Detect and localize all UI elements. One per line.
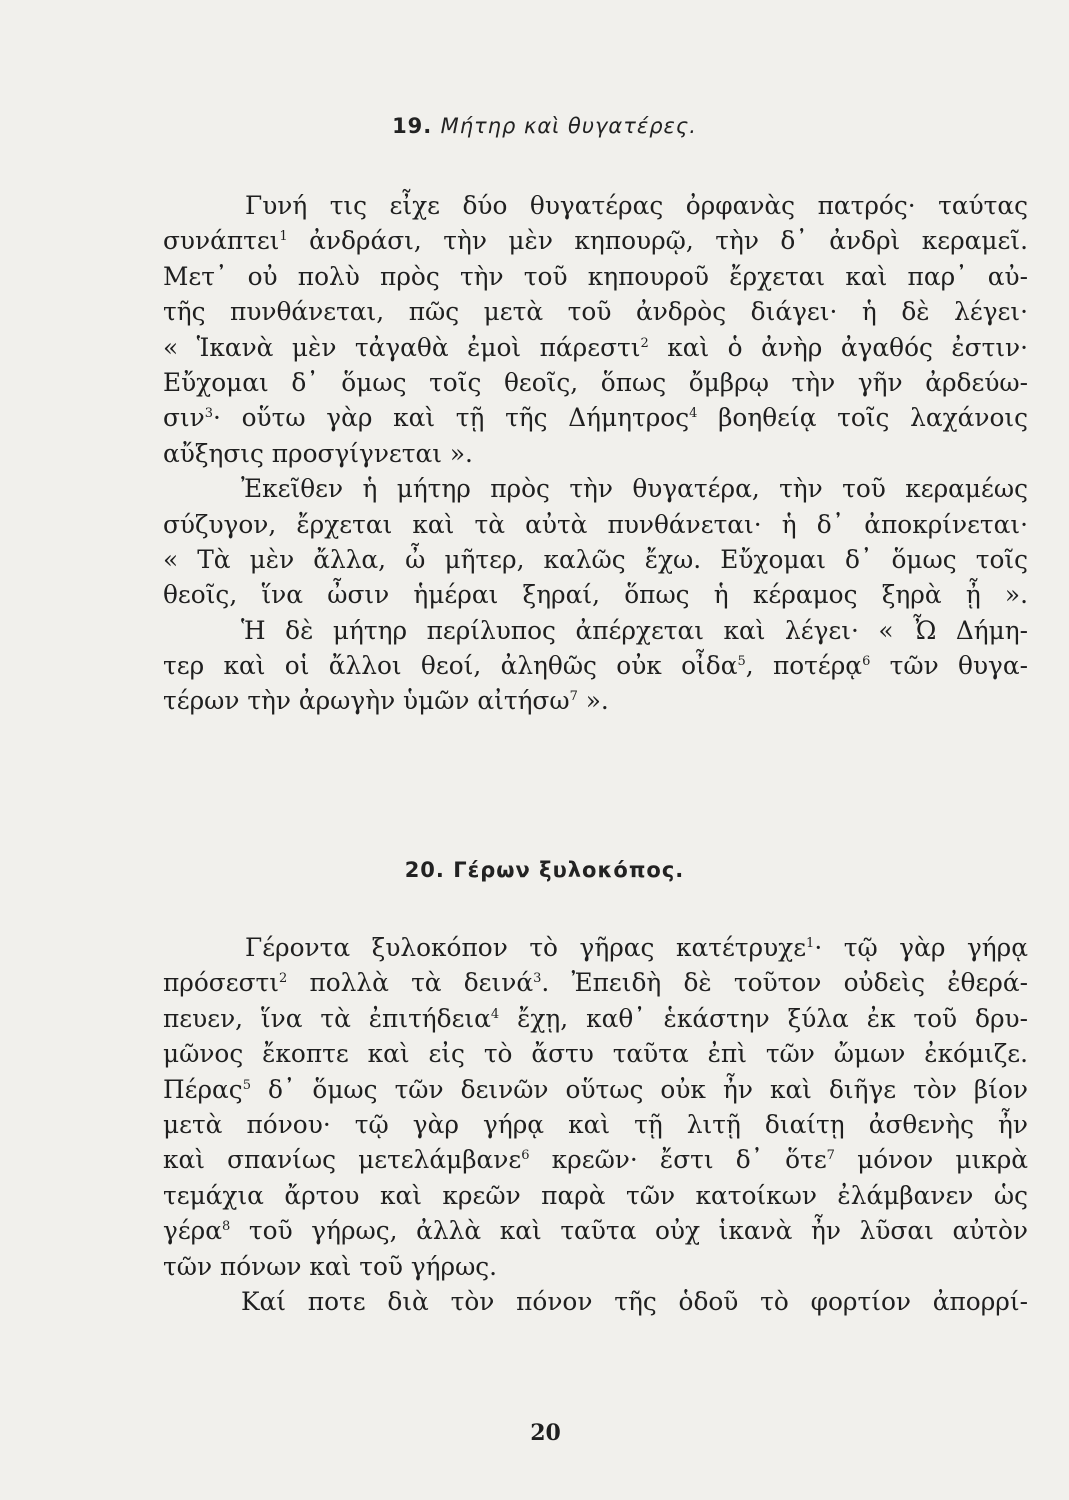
line-text: καὶ σπανίως μετελάμβανε — [163, 1145, 522, 1175]
line-text: Μετ᾿ οὐ πολὺ πρὸς τὴν τοῦ κηπουροῦ ἔρχεται καὶ παρ᾿ αὐ- — [163, 261, 1028, 291]
text-line — [163, 613, 1028, 648]
line-text: Καί ποτε διὰ τὸν πόνον τῆς ὁδοῦ τὸ φορτίον ἀπορρί- — [241, 1286, 1028, 1316]
line-text: σιν — [163, 403, 205, 433]
text-line — [163, 436, 1028, 471]
section-20-text — [163, 930, 1028, 1319]
line-text: Ἡ δὲ μήτηρ περίλυπος ἀπέρχεται καὶ λέγει· « Ὦ Δήμη- — [241, 615, 1028, 645]
text-line — [163, 294, 1028, 329]
text-line — [163, 1284, 1028, 1319]
footnote-marker: 7 — [826, 1148, 835, 1164]
text-line — [163, 400, 1028, 435]
footnote-marker: 5 — [737, 653, 746, 669]
text-line — [163, 1107, 1028, 1142]
line-text: ». — [577, 686, 609, 716]
section-title: Γέρων ξυλοκόπος. — [453, 858, 685, 882]
text-line — [163, 683, 1028, 718]
text-line — [163, 223, 1028, 258]
line-text: πευεν, ἵνα τὰ ἐπιτήδεια — [163, 1003, 491, 1033]
section-heading-19 — [0, 114, 1069, 138]
line-text: τῶν θυγα- — [870, 651, 1028, 681]
line-text: τῶν πόνων καὶ τοῦ γήρως. — [163, 1251, 498, 1281]
text-line — [163, 365, 1028, 400]
footnote-marker: 8 — [222, 1219, 231, 1235]
text-line — [163, 330, 1028, 365]
text-line — [163, 1213, 1028, 1248]
line-text: σύζυγον, ἔρχεται καὶ τὰ αὐτὰ πυνθάνεται· ἡ δ᾿ ἀποκρίνεται· — [163, 509, 1028, 539]
line-text: . Ἐπειδὴ δὲ τοῦτον οὐδεὶς ἐθερά- — [541, 968, 1028, 998]
line-text: βοηθείᾳ τοῖς λαχάνοις — [697, 403, 1028, 433]
line-text: · τῷ γὰρ γήρᾳ — [814, 933, 1028, 962]
line-text: δ᾿ ὅμως τῶν δεινῶν οὕτως οὐκ ἦν καὶ διῆγε τὸν βίον — [250, 1074, 1028, 1104]
line-text: αὔξησις προσγίγνεται ». — [163, 438, 473, 468]
section-title: Μήτηρ καὶ θυγατέρες. — [440, 114, 697, 138]
line-text: τῆς πυνθάνεται, πῶς μετὰ τοῦ ἀνδρὸς διάγει· ἡ δὲ λέγει· — [163, 297, 1028, 327]
page-number: 20 — [530, 1420, 561, 1446]
text-line — [163, 1142, 1028, 1177]
line-text: τερ καὶ οἱ ἄλλοι θεοί, ἀληθῶς οὐκ οἶδα — [163, 651, 738, 681]
line-text: Εὔχομαι δ᾿ ὅμως τοῖς θεοῖς, ὅπως ὄμβρῳ τὴν γῆν ἀρδεύω- — [163, 367, 1028, 397]
text-line — [163, 188, 1028, 223]
text-line — [163, 1072, 1028, 1107]
line-text: Πέρας — [163, 1074, 243, 1104]
line-text: Ἐκεῖθεν ἡ μήτηρ πρὸς τὴν θυγατέρα, τὴν τοῦ κεραμέως — [241, 474, 1028, 504]
line-text: Γυνή τις εἶχε δύο θυγατέρας ὀρφανὰς πατρός· ταύτας — [245, 191, 1028, 220]
text-line — [163, 930, 1028, 965]
line-text: καὶ ὁ ἀνὴρ ἀγαθός ἐστιν· — [648, 332, 1029, 362]
footnote-marker: 6 — [521, 1148, 530, 1164]
text-line — [163, 507, 1028, 542]
footnote-marker: 2 — [278, 971, 288, 987]
line-text: πρόσεστι — [163, 968, 279, 998]
line-text: τεμάχια ἄρτου καὶ κρεῶν παρὰ τῶν κατοίκων ἐλάμβανεν ὡς — [163, 1180, 1028, 1210]
line-text: συνάπτει — [163, 226, 280, 256]
footnote-marker: 3 — [204, 406, 214, 422]
section-19-text — [163, 188, 1028, 719]
footnote-marker: 1 — [279, 229, 288, 245]
line-text: ἀνδράσι, τὴν μὲν κηπουρῷ, τὴν δ᾿ ἀνδρὶ κεραμεῖ. — [287, 226, 1028, 256]
text-line — [163, 1178, 1028, 1213]
line-text: θεοῖς, ἵνα ὦσιν ἡμέραι ξηραί, ὅπως ἡ κέραμος ξηρὰ ᾖ ». — [163, 580, 1028, 610]
text-line — [163, 1036, 1028, 1071]
footnote-marker: 7 — [569, 689, 578, 705]
text-line — [163, 577, 1028, 612]
text-line — [163, 259, 1028, 294]
text-line — [163, 1001, 1028, 1036]
text-line — [163, 542, 1028, 577]
line-text: « Τὰ μὲν ἄλλα, ὦ μῆτερ, καλῶς ἔχω. Εὔχομαι δ᾿ ὅμως τοῖς — [163, 544, 1028, 574]
line-text: , ποτέρᾳ — [745, 651, 863, 681]
line-text: κρεῶν· ἔστι δ᾿ ὅτε — [529, 1145, 827, 1175]
line-text: μῶνος ἔκοπτε καὶ εἰς τὸ ἄστυ ταῦτα ἐπὶ τῶν ὤμων ἐκόμιζε. — [163, 1039, 1028, 1069]
line-text: · οὕτω γὰρ καὶ τῇ τῆς Δήμητρος — [213, 403, 690, 433]
footnote-marker: 3 — [533, 971, 542, 987]
footnote-marker: 2 — [640, 335, 649, 351]
text-line — [163, 1249, 1028, 1284]
line-text: γέρα — [163, 1216, 222, 1246]
line-text: « Ἱκανὰ μὲν τἀγαθὰ ἐμοὶ πάρεστι — [163, 332, 641, 362]
line-text: τοῦ γήρως, ἀλλὰ καὶ ταῦτα οὐχ ἱκανὰ ἦν λῦσαι αὐτὸν — [230, 1216, 1028, 1246]
section-number: 20. — [404, 858, 445, 882]
footnote-marker: 5 — [242, 1077, 251, 1093]
line-text: μόνον μικρὰ — [834, 1145, 1029, 1175]
footnote-marker: 4 — [689, 406, 698, 422]
section-heading-20 — [0, 858, 1069, 882]
text-line — [163, 965, 1028, 1000]
line-text: τέρων τὴν ἀρωγὴν ὑμῶν αἰτήσω — [163, 686, 570, 716]
line-text: πολλὰ τὰ δεινά — [287, 968, 534, 998]
section-number: 19. — [392, 114, 433, 138]
footnote-marker: 4 — [490, 1006, 500, 1022]
text-line — [163, 471, 1028, 506]
footnote-marker: 6 — [862, 653, 871, 669]
line-text: Γέροντα ξυλοκόπον τὸ γῆρας κατέτρυχε — [245, 933, 807, 962]
line-text: μετὰ πόνου· τῷ γὰρ γήρᾳ καὶ τῇ λιτῇ διαίτῃ ἀσθενὴς ἦν — [163, 1109, 1028, 1139]
line-text: ἔχῃ, καθ᾿ ἑκάστην ξύλα ἐκ τοῦ δρυ- — [499, 1003, 1028, 1033]
footnote-marker: 1 — [806, 935, 815, 951]
text-line — [163, 648, 1028, 683]
